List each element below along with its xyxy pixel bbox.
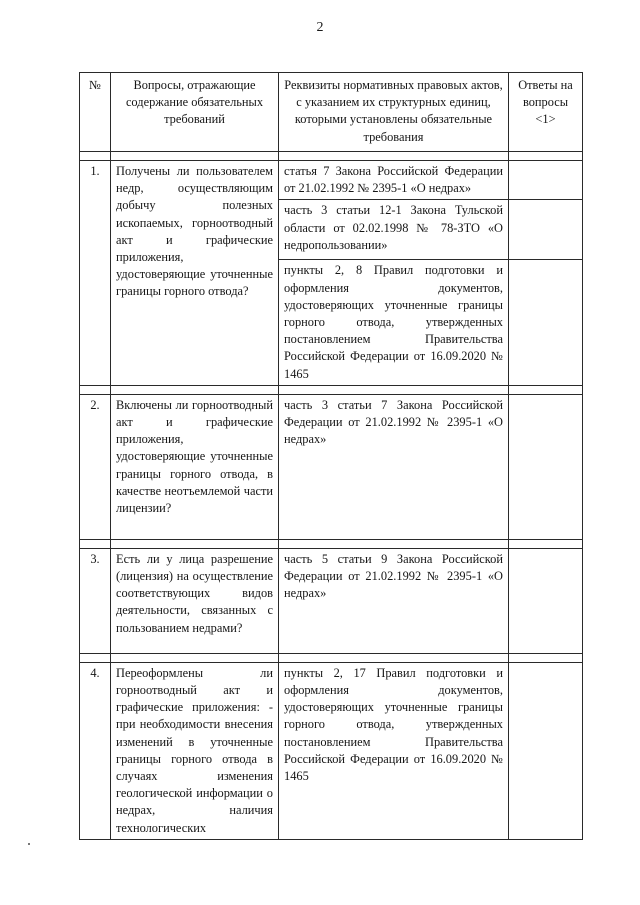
answer-cell[interactable] xyxy=(509,394,583,539)
header-answers: Ответы на вопросы <1> xyxy=(509,73,583,152)
reference-cell: пункты 2, 17 Правил подготовки и оформления документов, удостоверяющих уточненные границы горного отвода, утвержденных постановлением Правительства Российской Федерации от 16.09.2020 № 1465 xyxy=(279,662,509,839)
question-cell: Переоформлены ли горноотводный акт и графические приложения: - при необходимости внесения изменений в уточненные границы горного отвода в случаях изменения геологической информации о недрах, наличия технологических xyxy=(111,662,279,839)
reference-cell: статья 7 Закона Российской Федерации от 21.02.1992 № 2395-1 «О недрах» xyxy=(279,161,509,200)
answer-cell[interactable] xyxy=(509,548,583,653)
row-number: 4. xyxy=(80,662,111,839)
answer-cell[interactable] xyxy=(509,260,583,385)
header-legal-references: Реквизиты нормативных правовых актов, с указанием их структурных единиц, которыми установлены обязательные требования xyxy=(279,73,509,152)
table-row xyxy=(80,548,583,653)
reference-cell: часть 5 статьи 9 Закона Российской Федерации от 21.02.1992 № 2395-1 «О недрах» xyxy=(279,548,509,653)
spacer-row xyxy=(80,385,583,394)
question-cell: Есть ли у лица разрешение (лицензия) на осуществление соответствующих видов деятельности, связанных с пользованием недрами? xyxy=(111,548,279,653)
row-number: 2. xyxy=(80,394,111,539)
table-row xyxy=(80,662,583,839)
header-number: № xyxy=(80,73,111,152)
requirements-table xyxy=(79,72,583,840)
row-number: 1. xyxy=(80,161,111,386)
question-cell: Включены ли горноотводный акт и графические приложения, удостоверяющие уточненные границы горного отвода, в качестве неотъемлемой части лицензии? xyxy=(111,394,279,539)
spacer-row xyxy=(80,539,583,548)
table-row xyxy=(80,394,583,539)
spacer-row xyxy=(80,152,583,161)
answer-cell[interactable] xyxy=(509,662,583,839)
spacer-row xyxy=(80,653,583,662)
answer-cell[interactable] xyxy=(509,161,583,200)
reference-cell: пункты 2, 8 Правил подготовки и оформления документов, удостоверяющих уточненные границы горного отвода, утвержденных постановлением Правительства Российской Федерации от 16.09.2020 № 1465 xyxy=(279,260,509,385)
answer-cell[interactable] xyxy=(509,200,583,260)
page-number: 2 xyxy=(316,20,324,35)
header-questions: Вопросы, отражающие содержание обязательных требований xyxy=(111,73,279,152)
reference-cell: часть 3 статьи 7 Закона Российской Федерации от 21.02.1992 № 2395-1 «О недрах» xyxy=(279,394,509,539)
row-number: 3. xyxy=(80,548,111,653)
reference-cell: часть 3 статьи 12-1 Закона Тульской области от 02.02.1998 № 78-ЗТО «О недропользовании» xyxy=(279,200,509,260)
scan-speck xyxy=(28,843,30,845)
table-row xyxy=(80,161,583,200)
table-header-row xyxy=(80,73,583,152)
question-cell: Получены ли пользователем недр, осуществляющим добычу полезных ископаемых, горноотводный акт и графические приложения, удостоверяющие уточненные границы горного отвода? xyxy=(111,161,279,386)
